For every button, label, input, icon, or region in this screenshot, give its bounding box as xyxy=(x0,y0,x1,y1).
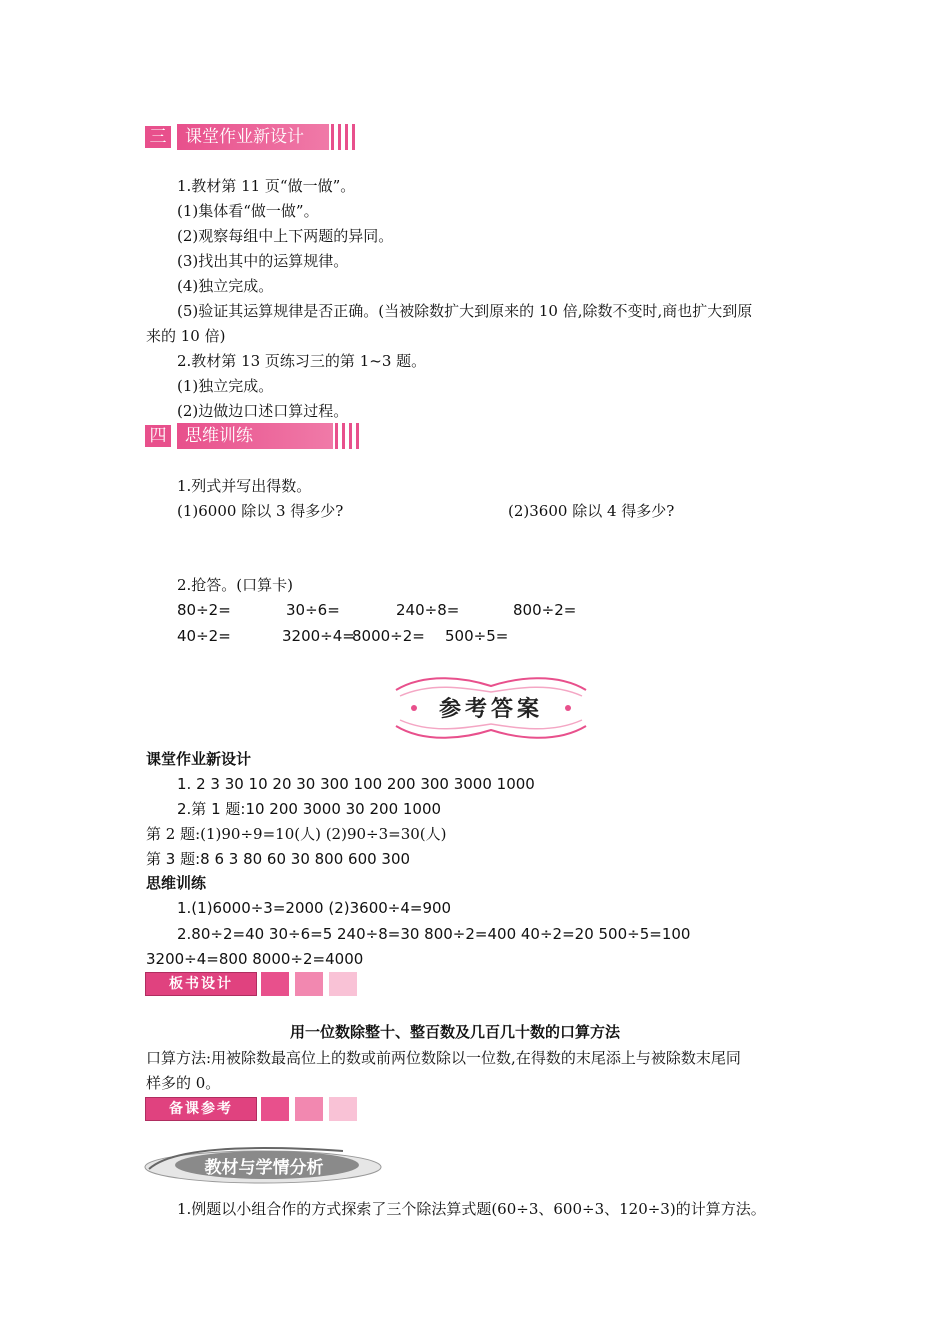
answer-heading-2: 思维训练 xyxy=(146,874,207,892)
s4-q1b: (2)3600 除以 4 得多少? xyxy=(508,502,675,520)
tag-square xyxy=(329,972,357,996)
answer-line: 1. 2 3 30 10 20 30 300 100 200 300 3000 1000 xyxy=(177,775,535,793)
card-item: 240÷8= xyxy=(396,601,460,619)
s3-line-7: 来的 10 倍) xyxy=(146,327,226,345)
tag-square xyxy=(261,972,289,996)
card-item: 500÷5= xyxy=(445,627,509,645)
board-text: 口算方法:用被除数最高位上的数或前两位数除以一位数,在得数的末尾添上与被除数末尾同 xyxy=(146,1049,741,1067)
answer-line: 1.(1)6000÷3=2000 (2)3600÷4=900 xyxy=(177,899,452,917)
analysis-line: 1.例题以小组合作的方式探索了三个除法算式题(60÷3、600÷3、120÷3)的计算方法。 xyxy=(177,1200,766,1218)
banner-bars-decoration xyxy=(335,423,363,449)
section-number: 四 xyxy=(143,423,173,449)
board-title: 用一位数除整十、整百数及几百几十数的口算方法 xyxy=(290,1023,621,1041)
answer-line: 2.第 1 题:10 200 3000 30 200 1000 xyxy=(177,800,442,818)
s3-line-6: (5)验证其运算规律是否正确。(当被除数扩大到原来的 10 倍,除数不变时,商也扩大到原 xyxy=(177,302,753,320)
tag-square xyxy=(261,1097,289,1121)
tag-label: 板书设计 xyxy=(145,972,257,996)
card-item: 30÷6= xyxy=(286,601,340,619)
s3-line-2: (1)集体看“做一做”。 xyxy=(177,202,319,220)
s3-line-8: 2.教材第 13 页练习三的第 1~3 题。 xyxy=(177,352,427,370)
s3-line-1: 1.教材第 11 页“做一做”。 xyxy=(177,177,356,195)
tag-square xyxy=(329,1097,357,1121)
analysis-title: 教材与学情分析 xyxy=(204,1158,324,1178)
s3-line-3: (2)观察每组中上下两题的异同。 xyxy=(177,227,394,245)
s3-line-5: (4)独立完成。 xyxy=(177,277,274,295)
answer-banner xyxy=(386,668,596,748)
s3-line-10: (2)边做边口述口算过程。 xyxy=(177,402,349,420)
card-item: 80÷2= xyxy=(177,601,231,619)
analysis-heading xyxy=(143,1143,383,1185)
board-design-tag xyxy=(145,972,355,996)
answer-heading-1: 课堂作业新设计 xyxy=(146,750,252,768)
tag-square xyxy=(295,972,323,996)
s3-line-4: (3)找出其中的运算规律。 xyxy=(177,252,349,270)
prep-reference-tag xyxy=(145,1097,355,1121)
section-number: 三 xyxy=(143,124,173,150)
banner-bars-decoration xyxy=(331,124,359,150)
section-title: 思维训练 xyxy=(177,423,333,449)
section-title: 课堂作业新设计 xyxy=(177,124,329,150)
card-item: 8000÷2= xyxy=(352,627,425,645)
board-text: 样多的 0。 xyxy=(146,1074,221,1092)
section-banner-3 xyxy=(143,124,363,150)
section-banner-4 xyxy=(143,423,363,449)
card-item: 40÷2= xyxy=(177,627,231,645)
answer-line: 第 2 题:(1)90÷9=10(人) (2)90÷3=30(人) xyxy=(146,825,447,843)
tag-square xyxy=(295,1097,323,1121)
answer-line: 第 3 题:8 6 3 80 60 30 800 600 300 xyxy=(146,850,411,868)
answer-line: 3200÷4=800 8000÷2=4000 xyxy=(146,950,364,968)
tag-label: 备课参考 xyxy=(145,1097,257,1121)
s3-line-9: (1)独立完成。 xyxy=(177,377,274,395)
s4-q1: 1.列式并写出得数。 xyxy=(177,477,312,495)
answer-line: 2.80÷2=40 30÷6=5 240÷8=30 800÷2=400 40÷2=20 500÷5=100 xyxy=(177,925,691,943)
s4-q1a: (1)6000 除以 3 得多少? xyxy=(177,502,344,520)
card-item: 3200÷4= xyxy=(282,627,355,645)
s4-q2: 2.抢答。(口算卡) xyxy=(177,576,294,594)
answer-banner-title: 参考答案 xyxy=(438,696,543,722)
card-item: 800÷2= xyxy=(513,601,577,619)
